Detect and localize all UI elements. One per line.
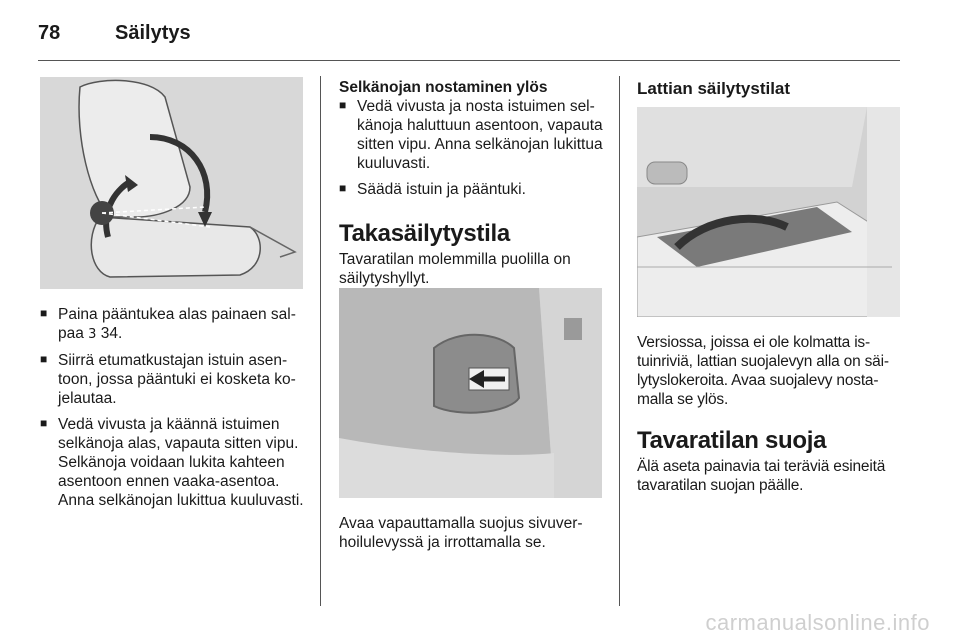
list-item: ■ Vedä vivusta ja käännä istuimen selkänoja alas, vapauta sitten vipu. Selkänoja voidaan lukita kahteen asentoon ennen vaaka-asentoa. Anna selkänojan lukittua kuuluvasti. xyxy=(40,415,308,510)
page-header xyxy=(38,22,191,45)
floor-storage-drawing xyxy=(637,107,900,317)
page-ref-symbol: 3 xyxy=(88,327,97,342)
paragraph: Tavaratilan molemmilla puolilla on säilytyshyllyt. xyxy=(339,251,571,287)
column-3-bottom xyxy=(637,333,905,495)
section-heading: Tavaratilan suoja xyxy=(637,427,827,454)
column-1 xyxy=(40,305,308,517)
column-3-top xyxy=(637,79,902,98)
column-2-top xyxy=(339,78,605,288)
column-divider-2 xyxy=(619,76,620,606)
list-item: ■ Säädä istuin ja pääntuki. xyxy=(339,180,605,199)
list-item: ■ Siirrä etumatkustajan istuin asentoon, jossa pääntuki ei kosketa kojelautaa. xyxy=(40,351,308,408)
floor-storage-photo xyxy=(637,107,900,317)
seat-drawing xyxy=(40,77,303,289)
side-storage-drawing xyxy=(339,288,602,498)
page-ref-number: 34. xyxy=(100,325,123,342)
section-heading: Lattian säilytystilat xyxy=(637,79,791,98)
list-item: ■ Paina pääntukea alas painaen salpaa 3 34. xyxy=(40,305,308,344)
watermark: carmanualsonline.info xyxy=(705,610,930,635)
subheading: Selkänojan nostaminen ylös xyxy=(339,79,548,96)
photo-caption: Avaa vapauttamalla suojus sivuverhoilulevyssä ja irrottamalla se. xyxy=(339,515,583,551)
seat-illustration xyxy=(40,77,303,289)
paragraph: Älä aseta painavia tai teräviä esineitä tavaratilan suojan päälle. xyxy=(637,458,886,494)
section-title: Säilytys xyxy=(115,22,191,44)
list-item: ■ Vedä vivusta ja nosta istuimen selkänoja haluttuun asentoon, vapauta sitten vipu. Anna selkänojan lukittua kuuluvasti. xyxy=(339,97,605,173)
section-heading: Takasäilytystila xyxy=(339,220,510,247)
page-number: 78 xyxy=(38,22,61,44)
side-storage-photo xyxy=(339,288,602,498)
header-rule xyxy=(38,60,900,61)
paragraph: Versiossa, joissa ei ole kolmatta istuinriviä, lattian suojalevyn alla on säilytyslokeroita. Avaa suojalevy nostamalla se ylös. xyxy=(637,334,890,408)
column-divider-1 xyxy=(320,76,321,606)
column-2-bottom xyxy=(339,514,605,552)
